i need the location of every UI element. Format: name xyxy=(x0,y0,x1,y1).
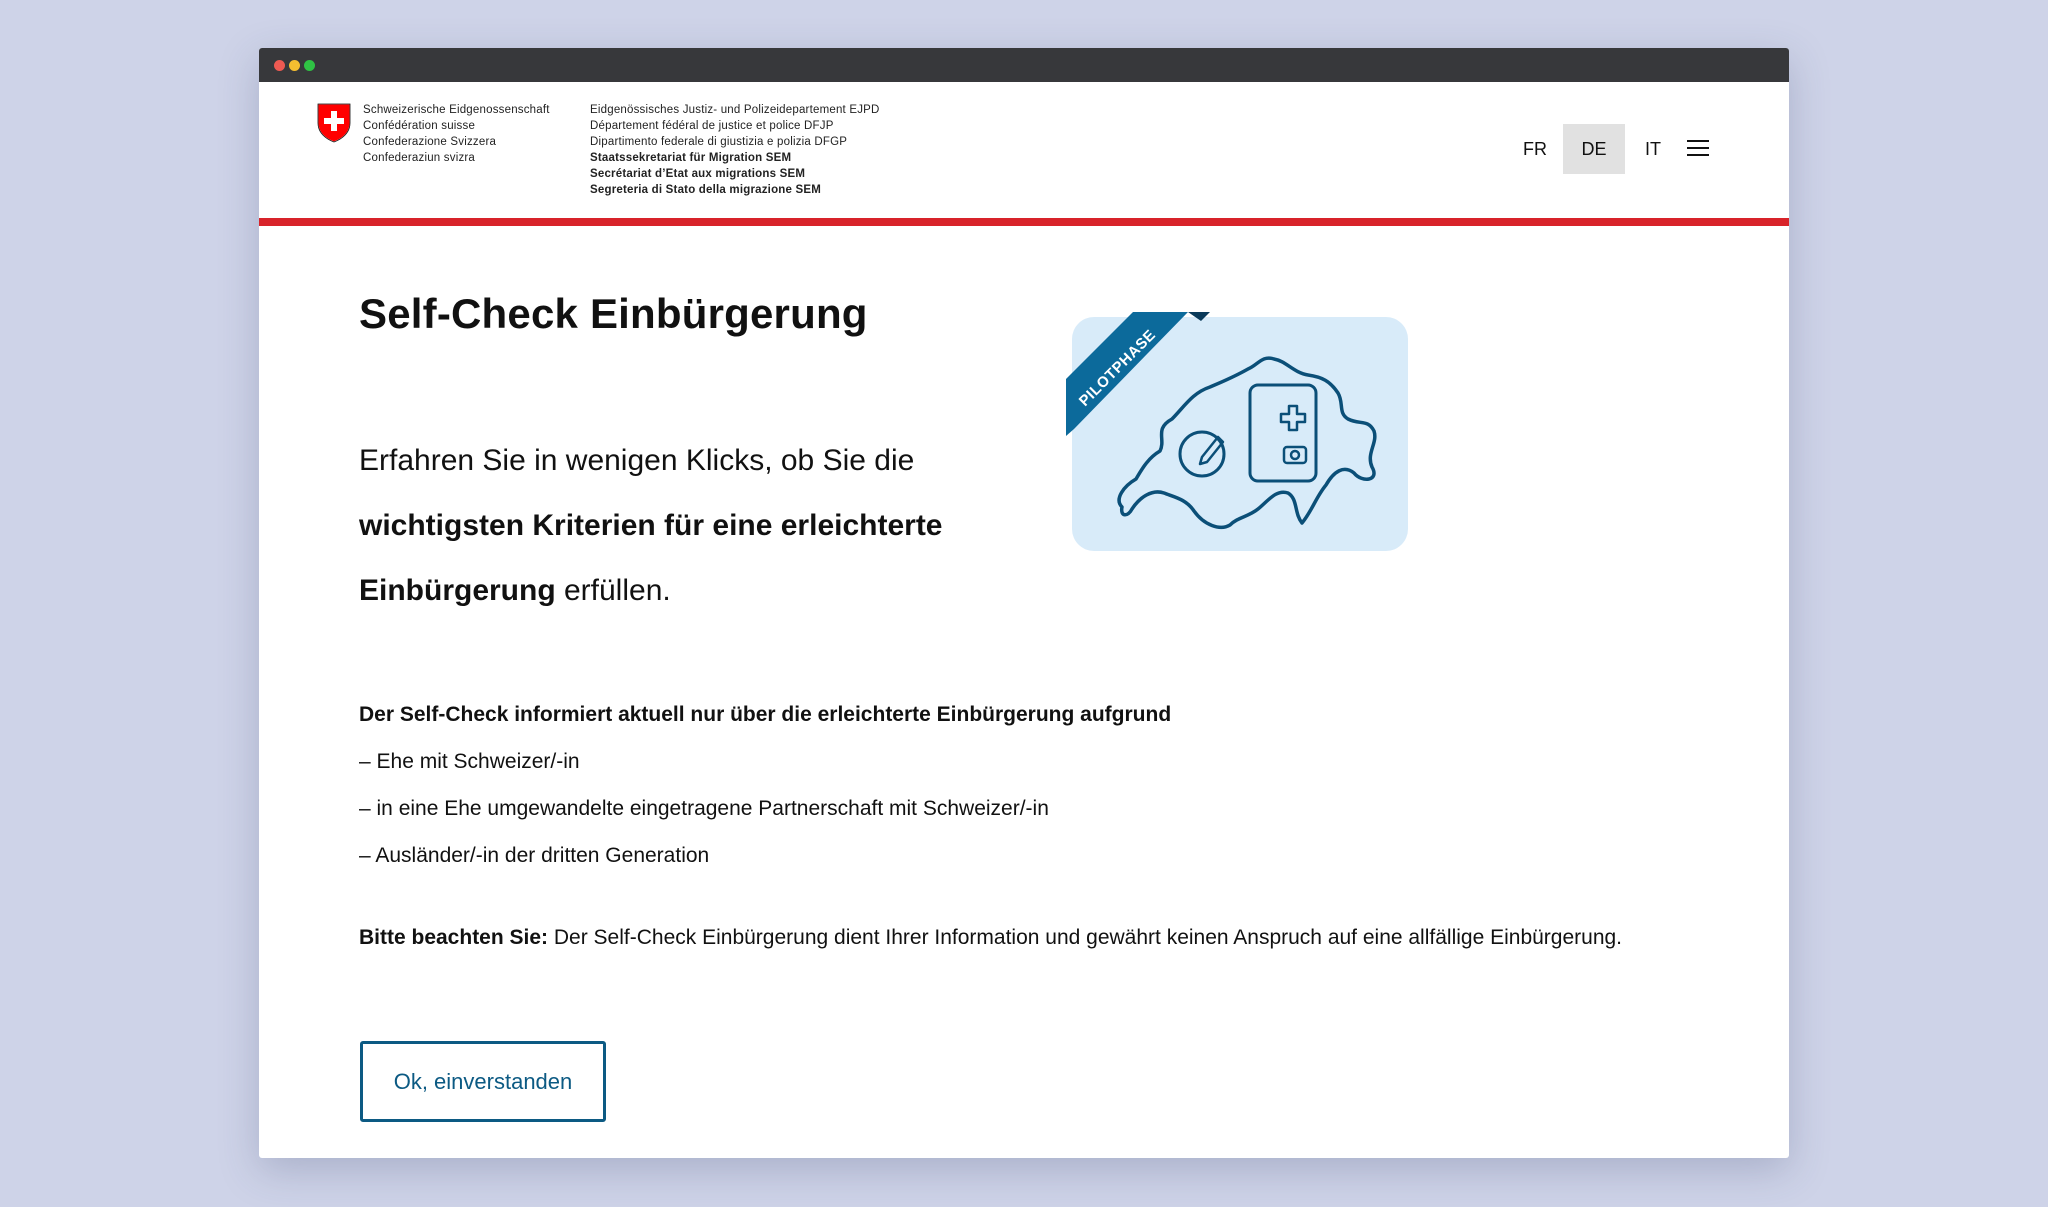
site-header xyxy=(259,82,1789,226)
list-item: – Ausländer/-in der dritten Generation xyxy=(359,844,710,867)
department-name-it: Dipartimento federale di giustizia e polizia DFGP xyxy=(590,136,848,148)
browser-window xyxy=(259,48,1789,1158)
note-text: Der Self-Check Einbürgerung dient Ihrer Information und gewährt keinen Anspruch auf eine allfällige Einbürgerung. xyxy=(548,926,1623,949)
language-fr-button[interactable]: FR xyxy=(1523,139,1547,159)
criteria-list xyxy=(359,738,1049,879)
lead-text-bold: wichtigsten Kriterien für eine erleichterte Einbürgerung xyxy=(359,509,943,607)
department-name-de: Eidgenössisches Justiz- und Polizeidepartement EJPD xyxy=(590,104,880,116)
confederation-names xyxy=(363,102,550,166)
swiss-crest-icon xyxy=(317,103,351,143)
title-bar xyxy=(259,48,1789,82)
info-title: Der Self-Check informiert aktuell nur über die erleichterte Einbürgerung aufgrund xyxy=(359,703,1172,726)
language-it-button[interactable]: IT xyxy=(1645,139,1661,159)
confederation-name-de: Schweizerische Eidgenossenschaft xyxy=(363,104,550,116)
maximize-window-button[interactable] xyxy=(304,60,315,71)
document-card-icon xyxy=(1250,385,1316,481)
secretariat-name-fr: Secrétariat d’Etat aux migrations SEM xyxy=(590,168,806,180)
page-title: Self-Check Einbürgerung xyxy=(359,290,868,337)
list-item: – Ehe mit Schweizer/-in xyxy=(359,750,580,773)
department-names xyxy=(590,102,880,198)
switzerland-map-illustration xyxy=(1062,311,1412,565)
ok-agree-button[interactable]: Ok, einverstanden xyxy=(360,1041,606,1122)
list-item: – in eine Ehe umgewandelte eingetragene Partnerschaft mit Schweizer/-in xyxy=(359,797,1049,820)
confederation-name-fr: Confédération suisse xyxy=(363,120,476,132)
note-label: Bitte beachten Sie: xyxy=(359,926,549,949)
confederation-name-rm: Confederaziun svizra xyxy=(363,152,476,164)
minimize-window-button[interactable] xyxy=(289,60,300,71)
hamburger-menu-icon[interactable] xyxy=(1687,140,1709,158)
secretariat-name-it: Segreteria di Stato della migrazione SEM xyxy=(590,184,822,196)
close-window-button[interactable] xyxy=(274,60,285,71)
secretariat-name-de: Staatssekretariat für Migration SEM xyxy=(590,152,792,164)
pilotphase-badge-text: PILOTPHASE xyxy=(1075,326,1160,410)
lead-text xyxy=(359,428,999,623)
confederation-name-it: Confederazione Svizzera xyxy=(363,136,497,148)
language-de-button[interactable]: DE xyxy=(1563,124,1625,174)
lead-text-part2: erfüllen. xyxy=(555,574,671,607)
lead-text-part1: Erfahren Sie in wenigen Klicks, ob Sie die xyxy=(359,444,915,477)
department-name-fr: Département fédéral de justice et police DFJP xyxy=(590,120,834,132)
disclaimer-note xyxy=(359,914,1659,961)
